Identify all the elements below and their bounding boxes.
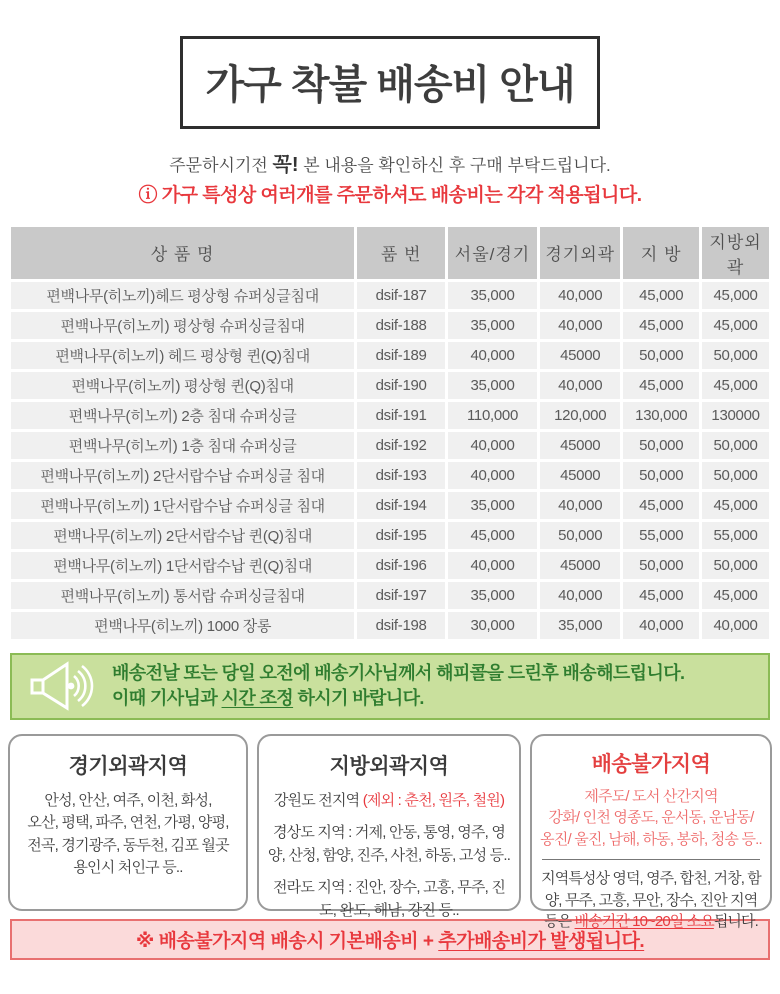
region-box3-red-line: 제주도/ 도서 산간지역 xyxy=(584,787,718,805)
table-row xyxy=(11,492,769,519)
region-box2-title: 지방외곽지역 xyxy=(329,754,449,778)
fee-province-cell: 45,000 xyxy=(623,312,699,339)
notice-line-1 xyxy=(0,151,780,180)
banner-line-2 xyxy=(112,686,684,711)
table-row xyxy=(11,342,769,369)
fee-gyeonggi-outer-cell: 40,000 xyxy=(540,312,620,339)
region-box3-title: 배송불가지역 xyxy=(591,752,711,776)
product-code-cell: dsif-193 xyxy=(357,462,445,489)
banner-line2-post: 하시기 바랍니다. xyxy=(293,688,424,709)
fee-gyeonggi-outer-cell: 40,000 xyxy=(540,282,620,309)
fee-gyeonggi-outer-cell: 35,000 xyxy=(540,612,620,639)
col-header-product-name: 상 품 명 xyxy=(11,227,354,279)
table-row xyxy=(11,612,769,639)
table-row xyxy=(11,582,769,609)
product-code-cell: dsif-196 xyxy=(357,552,445,579)
product-name-cell: 편백나무(히노끼)헤드 평상형 슈퍼싱글침대 xyxy=(11,282,354,309)
fee-province-cell: 55,000 xyxy=(623,522,699,549)
region-box3-red-list xyxy=(538,786,764,851)
region-box1-body xyxy=(16,790,240,880)
region-box2-gangwon-exclusions: (제외 : 춘천, 원주, 철원) xyxy=(362,791,505,809)
region-box2-jeolla: 전라도 지역 : 진안, 장수, 고흥, 무주, 진도, 완도, 해남, 강진 등.. xyxy=(272,879,506,919)
col-header-gyeonggi-outer: 경기외곽 xyxy=(540,227,620,279)
fee-province-outer-cell: 50,000 xyxy=(702,342,769,369)
table-row xyxy=(11,282,769,309)
banner-text xyxy=(112,661,684,711)
fee-province-outer-cell: 45,000 xyxy=(702,312,769,339)
region-box3-divider xyxy=(542,859,760,860)
fee-province-outer-cell: 50,000 xyxy=(702,462,769,489)
product-code-cell: dsif-187 xyxy=(357,282,445,309)
fee-seoul-cell: 45,000 xyxy=(448,522,537,549)
region-box2-body xyxy=(265,790,513,923)
fee-seoul-cell: 35,000 xyxy=(448,282,537,309)
product-code-cell: dsif-197 xyxy=(357,582,445,609)
region-box1-line: 전곡, 경기광주, 동두천, 김포 월곳 xyxy=(27,836,229,854)
fee-province-outer-cell: 45,000 xyxy=(702,372,769,399)
fee-province-cell: 45,000 xyxy=(623,372,699,399)
fee-province-cell: 50,000 xyxy=(623,552,699,579)
banner-line2-underlined: 시간 조정 xyxy=(221,688,294,709)
banner-line-1: 배송전날 또는 당일 오전에 배송기사님께서 해피콜을 드린후 배송해드립니다. xyxy=(112,662,685,683)
product-name-cell: 편백나무(히노끼) 헤드 평상형 퀸(Q)침대 xyxy=(11,342,354,369)
col-header-province: 지 방 xyxy=(623,227,699,279)
notice-line-2: ⓘ 가구 특성상 여러개를 주문하셔도 배송비는 각각 적용됩니다. xyxy=(138,185,642,206)
fee-seoul-cell: 35,000 xyxy=(448,582,537,609)
fee-province-outer-cell: 40,000 xyxy=(702,612,769,639)
region-box-undeliverable xyxy=(530,734,772,931)
fee-province-cell: 50,000 xyxy=(623,342,699,369)
table-row xyxy=(11,372,769,399)
fee-gyeonggi-outer-cell: 40,000 xyxy=(540,582,620,609)
region-box3-note-underlined: 배송기간 10~20일 소요 xyxy=(574,913,714,931)
fee-seoul-cell: 110,000 xyxy=(448,402,537,429)
table-row xyxy=(11,402,769,429)
fee-province-cell: 40,000 xyxy=(623,612,699,639)
fee-seoul-cell: 40,000 xyxy=(448,432,537,459)
table-row xyxy=(11,432,769,459)
product-code-cell: dsif-188 xyxy=(357,312,445,339)
region-box-gyeonggi-outer xyxy=(8,734,248,911)
col-header-seoul-gyeonggi: 서울/경기 xyxy=(448,227,537,279)
fee-province-outer-cell: 130000 xyxy=(702,402,769,429)
fee-province-outer-cell: 45,000 xyxy=(702,282,769,309)
fee-gyeonggi-outer-cell: 50,000 xyxy=(540,522,620,549)
fee-gyeonggi-outer-cell: 120,000 xyxy=(540,402,620,429)
fee-seoul-cell: 30,000 xyxy=(448,612,537,639)
fee-gyeonggi-outer-cell: 40,000 xyxy=(540,372,620,399)
region-box-province-outer xyxy=(257,734,521,919)
product-code-cell: dsif-189 xyxy=(357,342,445,369)
notice-line1-pre: 주문하시기전 xyxy=(169,156,273,175)
warning-underlined: 추가배송비가 발생됩니다. xyxy=(438,930,645,952)
fee-province-cell: 130,000 xyxy=(623,402,699,429)
fee-gyeonggi-outer-cell: 40,000 xyxy=(540,492,620,519)
fee-province-outer-cell: 50,000 xyxy=(702,432,769,459)
region-box1-line: 안성, 안산, 여주, 이천, 화성, xyxy=(44,791,212,809)
product-name-cell: 편백나무(히노끼) 2층 침대 슈퍼싱글 xyxy=(11,402,354,429)
product-code-cell: dsif-198 xyxy=(357,612,445,639)
region-box2-gangwon-dark: 강원도 전지역 xyxy=(273,791,363,809)
banner-line2-pre: 이때 기사님과 xyxy=(112,688,222,709)
fee-province-cell: 50,000 xyxy=(623,462,699,489)
product-name-cell: 편백나무(히노끼) 2단서랍수납 슈퍼싱글 침대 xyxy=(11,462,354,489)
fee-seoul-cell: 40,000 xyxy=(448,462,537,489)
fee-seoul-cell: 40,000 xyxy=(448,552,537,579)
warning-pre: ※ 배송불가지역 배송시 기본배송비 + xyxy=(135,930,439,952)
table-header-row xyxy=(11,227,769,279)
fee-gyeonggi-outer-cell: 45000 xyxy=(540,462,620,489)
happy-call-banner xyxy=(10,653,770,720)
fee-seoul-cell: 35,000 xyxy=(448,372,537,399)
table-row xyxy=(11,462,769,489)
product-name-cell: 편백나무(히노끼) 1단서랍수납 퀸(Q)침대 xyxy=(11,552,354,579)
extra-fee-warning-text xyxy=(136,926,644,953)
table-row xyxy=(11,312,769,339)
fee-province-outer-cell: 45,000 xyxy=(702,582,769,609)
product-name-cell: 편백나무(히노끼) 평상형 퀸(Q)침대 xyxy=(11,372,354,399)
table-row xyxy=(11,522,769,549)
fee-table-body xyxy=(11,282,769,639)
region-box1-line: 오산, 평택, 파주, 연천, 가평, 양평, xyxy=(27,814,229,832)
region-box3-note-pre: 지역특성상 영덕, 영주, 합천, 거창, 함양, 무주, 고흥, 무안, 장수, 진안 지역 등은 xyxy=(541,869,761,931)
col-header-product-code: 품 번 xyxy=(357,227,445,279)
region-box3-note-post: 됩니다. xyxy=(713,913,758,931)
fee-gyeonggi-outer-cell: 45000 xyxy=(540,342,620,369)
region-box3-note xyxy=(538,868,764,933)
region-box3-red-line: 옹진/ 울진, 남해, 하동, 봉하, 청송 등.. xyxy=(540,831,762,849)
fee-province-cell: 45,000 xyxy=(623,582,699,609)
product-name-cell: 편백나무(히노끼) 통서랍 슈퍼싱글침대 xyxy=(11,582,354,609)
product-name-cell: 편백나무(히노끼) 1000 장롱 xyxy=(11,612,354,639)
fee-province-outer-cell: 55,000 xyxy=(702,522,769,549)
product-name-cell: 편백나무(히노끼) 2단서랍수납 퀸(Q)침대 xyxy=(11,522,354,549)
fee-seoul-cell: 40,000 xyxy=(448,342,537,369)
product-code-cell: dsif-195 xyxy=(357,522,445,549)
region-boxes-row xyxy=(8,734,772,931)
title-box xyxy=(180,36,600,129)
product-code-cell: dsif-194 xyxy=(357,492,445,519)
col-header-province-outer: 지방외곽 xyxy=(702,227,769,279)
product-code-cell: dsif-191 xyxy=(357,402,445,429)
region-box3-red-line: 강화/ 인천 영종도, 운서동, 운남동/ xyxy=(548,809,754,827)
fee-province-cell: 45,000 xyxy=(623,282,699,309)
table-row xyxy=(11,552,769,579)
fee-seoul-cell: 35,000 xyxy=(448,312,537,339)
notice-line1-post: 본 내용을 확인하신 후 구매 부탁드립니다. xyxy=(298,156,611,175)
megaphone-icon xyxy=(26,660,98,712)
region-box1-line: 용인시 처인구 등.. xyxy=(73,859,183,877)
fee-province-cell: 50,000 xyxy=(623,432,699,459)
region-box1-title: 경기외곽지역 xyxy=(68,754,188,778)
product-name-cell: 편백나무(히노끼) 평상형 슈퍼싱글침대 xyxy=(11,312,354,339)
notice-line1-emphasis: 꼭! xyxy=(272,154,299,176)
fee-province-outer-cell: 45,000 xyxy=(702,492,769,519)
fee-gyeonggi-outer-cell: 45000 xyxy=(540,552,620,579)
fee-province-outer-cell: 50,000 xyxy=(702,552,769,579)
fee-gyeonggi-outer-cell: 45000 xyxy=(540,432,620,459)
order-notice xyxy=(0,151,780,210)
region-box2-gyeongsang: 경상도 지역 : 거제, 안동, 통영, 영주, 영양, 산청, 함양, 진주, 사천, 하동, 고성 등.. xyxy=(267,824,511,864)
fee-seoul-cell: 35,000 xyxy=(448,492,537,519)
delivery-fee-table xyxy=(8,224,772,642)
product-name-cell: 편백나무(히노끼) 1층 침대 슈퍼싱글 xyxy=(11,432,354,459)
product-code-cell: dsif-192 xyxy=(357,432,445,459)
region-box2-gangwon xyxy=(265,790,513,813)
product-code-cell: dsif-190 xyxy=(357,372,445,399)
fee-province-cell: 45,000 xyxy=(623,492,699,519)
page-title: 가구 착불 배송비 안내 xyxy=(205,63,575,107)
product-name-cell: 편백나무(히노끼) 1단서랍수납 슈퍼싱글 침대 xyxy=(11,492,354,519)
